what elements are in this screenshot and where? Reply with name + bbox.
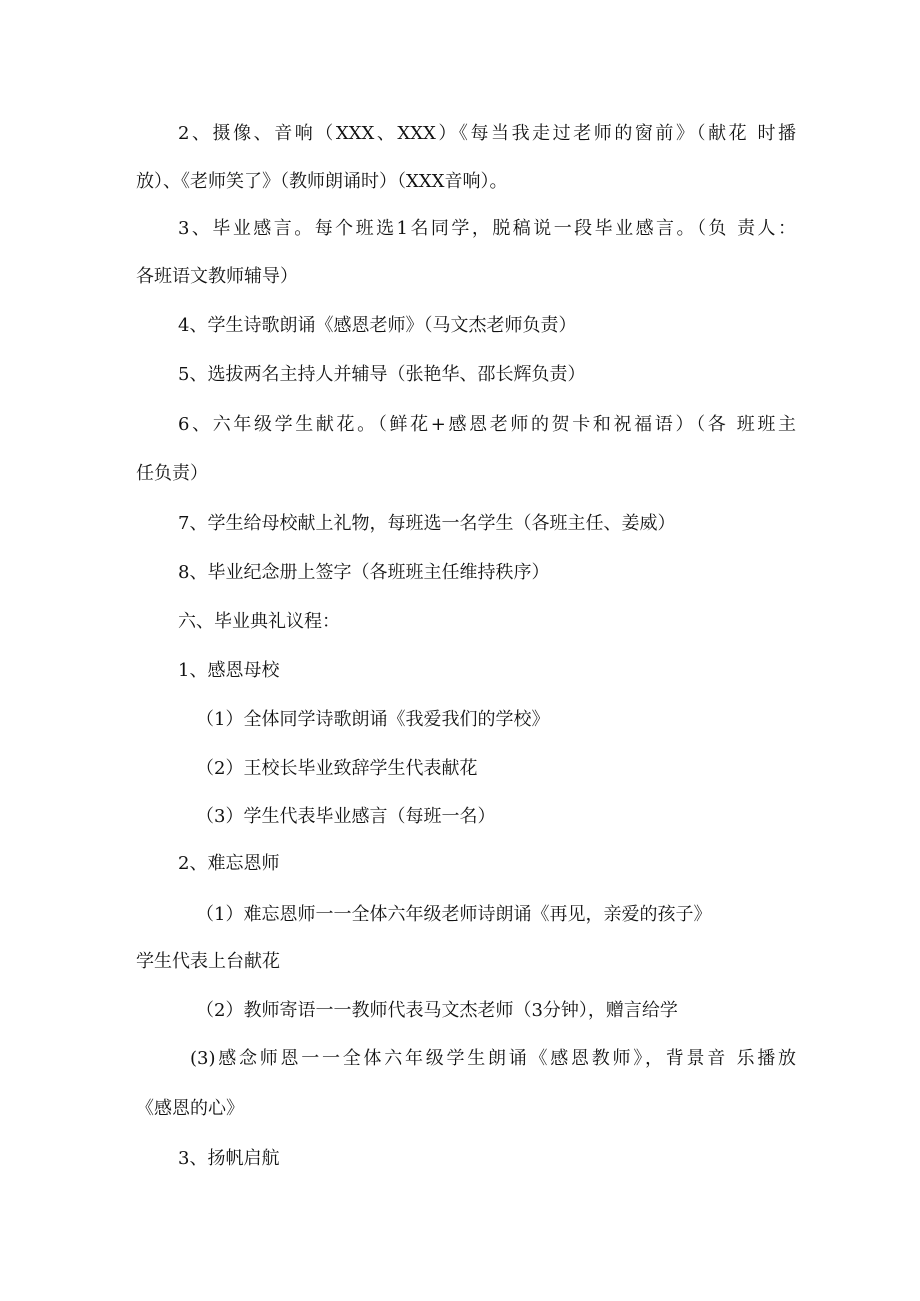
list-item: （2）王校长毕业致辞学生代表献花 — [196, 758, 478, 779]
section-heading: 六、毕业典礼议程： — [178, 611, 340, 632]
subsection-heading: 3、扬帆启航 — [178, 1148, 280, 1169]
paragraph-line: 6、六年级学生献花。（鲜花+感恩老师的贺卡和祝福语）（各 班班主 — [178, 414, 796, 435]
paragraph-line: 学生代表上台献花 — [136, 951, 280, 972]
list-item: （2）教师寄语一一教师代表马文杰老师（3分钟），赠言给学 — [196, 1000, 678, 1021]
subsection-heading: 1、感恩母校 — [178, 660, 280, 681]
list-item: （1）全体同学诗歌朗诵《我爱我们的学校》 — [196, 709, 550, 730]
paragraph-line: 2、摄像、音响（XXX、XXX）《每当我走过老师的窗前》（献花 时播 — [178, 123, 796, 144]
paragraph-line: 3、毕业感言。每个班选1名同学，脱稿说一段毕业感言。（负 责人： — [178, 218, 796, 239]
subsection-heading: 2、难忘恩师 — [178, 853, 280, 874]
paragraph-line: 4、学生诗歌朗诵《感恩老师》（马文杰老师负责） — [178, 315, 577, 336]
list-item: (3)感念师恩一一全体六年级学生朗诵《感恩教师》，背景音 乐播放 — [190, 1048, 796, 1069]
list-item: （1）难忘恩师一一全体六年级老师诗朗诵《再见，亲爱的孩子》 — [196, 904, 712, 925]
paragraph-line: 任负责） — [136, 463, 208, 484]
paragraph-line: 《感恩的心》 — [136, 1098, 244, 1119]
paragraph-line: 各班语文教师辅导） — [136, 266, 298, 287]
paragraph-line: 放）、《老师笑了》（教师朗诵时）（XXX音响）。 — [136, 171, 508, 192]
paragraph-line: 7、学生给母校献上礼物，每班选一名学生（各班主任、姜威） — [178, 513, 676, 534]
paragraph-line: 5、选拔两名主持人并辅导（张艳华、邵长辉负责） — [178, 364, 586, 385]
list-item: （3）学生代表毕业感言（每班一名） — [196, 806, 496, 827]
paragraph-line: 8、毕业纪念册上签字（各班班主任维持秩序） — [178, 562, 550, 583]
